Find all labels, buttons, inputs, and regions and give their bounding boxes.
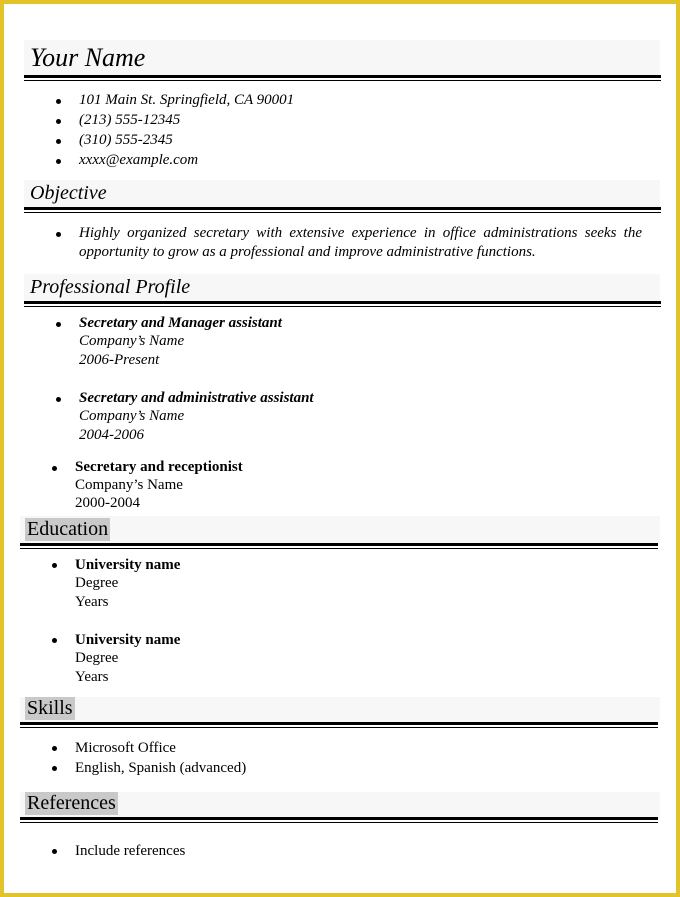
bullet	[56, 99, 61, 104]
bullet	[56, 232, 61, 237]
job-title: Secretary and receptionist	[75, 459, 243, 475]
job-period: 2000-2004	[75, 495, 140, 511]
skill-item: Microsoft Office	[75, 740, 176, 756]
objective-rule	[24, 207, 661, 213]
bullet	[56, 322, 61, 327]
skills-rule	[20, 722, 658, 728]
references-header	[20, 792, 660, 818]
resume-name: Your Name	[30, 43, 146, 72]
contact-address: 101 Main St. Springfield, CA 90001	[79, 92, 295, 108]
contact-phone-1: (213) 555-12345	[79, 112, 181, 128]
bullet	[56, 159, 61, 164]
job-company: Company’s Name	[79, 333, 185, 349]
bullet	[52, 638, 57, 643]
education-rule	[20, 543, 658, 549]
education-heading: Education	[27, 518, 109, 540]
bullet	[56, 139, 61, 144]
name-rule	[24, 75, 661, 81]
contact-email: xxxx@example.com	[79, 152, 199, 168]
education-years: Years	[75, 594, 109, 610]
bullet	[52, 563, 57, 568]
education-years: Years	[75, 669, 109, 685]
education-degree: Degree	[75, 650, 119, 666]
profile-rule	[24, 301, 661, 307]
education-degree: Degree	[75, 575, 119, 591]
references-heading: References	[27, 792, 116, 814]
education-header	[20, 516, 660, 544]
education-school: University name	[75, 557, 181, 573]
skills-heading: Skills	[27, 697, 73, 719]
bullet	[52, 466, 57, 471]
job-title: Secretary and administrative assistant	[79, 390, 314, 406]
objective-heading: Objective	[30, 182, 107, 204]
bullet	[52, 746, 57, 751]
profile-heading: Professional Profile	[30, 276, 191, 298]
name-header	[24, 40, 660, 76]
bullet	[56, 119, 61, 124]
reference-item: Include references	[75, 843, 186, 859]
objective-header	[24, 180, 660, 208]
job-company: Company’s Name	[75, 477, 183, 493]
profile-header	[24, 274, 660, 302]
references-rule	[20, 817, 658, 823]
education-school: University name	[75, 632, 181, 648]
skill-item: English, Spanish (advanced)	[75, 760, 247, 776]
contact-phone-2: (310) 555-2345	[79, 132, 173, 148]
job-company: Company’s Name	[79, 408, 185, 424]
bullet	[52, 849, 57, 854]
job-title: Secretary and Manager assistant	[79, 315, 282, 331]
job-period: 2006-Present	[79, 352, 160, 368]
bullet	[56, 397, 61, 402]
skills-header	[20, 697, 660, 723]
objective-text: Highly organized secretary with extensive experience in office administrations seeks the opportunity to grow as a professional and improve administrative functions.	[79, 225, 642, 260]
bullet	[52, 766, 57, 771]
job-period: 2004-2006	[79, 427, 144, 443]
